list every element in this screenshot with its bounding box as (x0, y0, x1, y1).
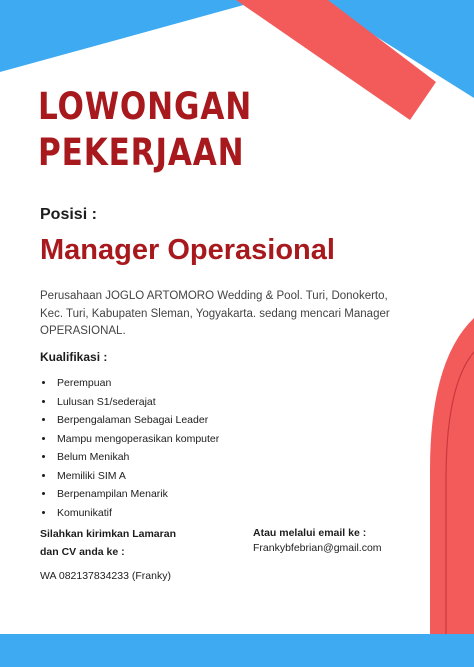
qualification-item: • Berpenampilan Menarik (55, 485, 219, 504)
right-red-arch (430, 318, 474, 667)
qualification-item: • Berpengalaman Sebagai Leader (55, 411, 219, 430)
qualification-item: • Mampu mengoperasikan komputer (55, 430, 219, 449)
top-left-blue-band (0, 0, 262, 72)
apply-instructions (40, 525, 176, 561)
whatsapp-contact: WA 082137834233 (Franky) (40, 570, 171, 582)
qualification-item: • Belum Menikah (55, 448, 219, 467)
qualification-item: • Memiliki SIM A (55, 467, 219, 486)
qualifications-label: Kualifikasi : (40, 350, 108, 364)
apply-line-2: dan CV anda ke : (40, 546, 125, 558)
email-label: Atau melalui email ke : (253, 527, 367, 539)
qualification-item: • Perempuan (55, 374, 219, 393)
title-line-2: PEKERJAAN (38, 131, 245, 174)
qualification-item: • Lulusan S1/sederajat (55, 393, 219, 412)
poster-title (38, 84, 252, 176)
position-title: Manager Operasional (40, 234, 335, 266)
qualifications-list (40, 374, 219, 522)
qualification-item: • Komunikatif (55, 504, 219, 523)
position-label: Posisi : (40, 206, 97, 223)
bottom-blue-band (0, 634, 474, 667)
apply-line-1: Silahkan kirimkan Lamaran (40, 528, 176, 540)
email-address: Frankybfebrian@gmail.com (253, 542, 382, 554)
title-line-1: LOWONGAN (38, 85, 253, 128)
intro-paragraph: Perusahaan JOGLO ARTOMORO Wedding & Pool. Turi, Donokerto, Kec. Turi, Kabupaten Sleman, Yogyakarta. sedang mencari Manager OPERASIONAL. (40, 290, 390, 337)
